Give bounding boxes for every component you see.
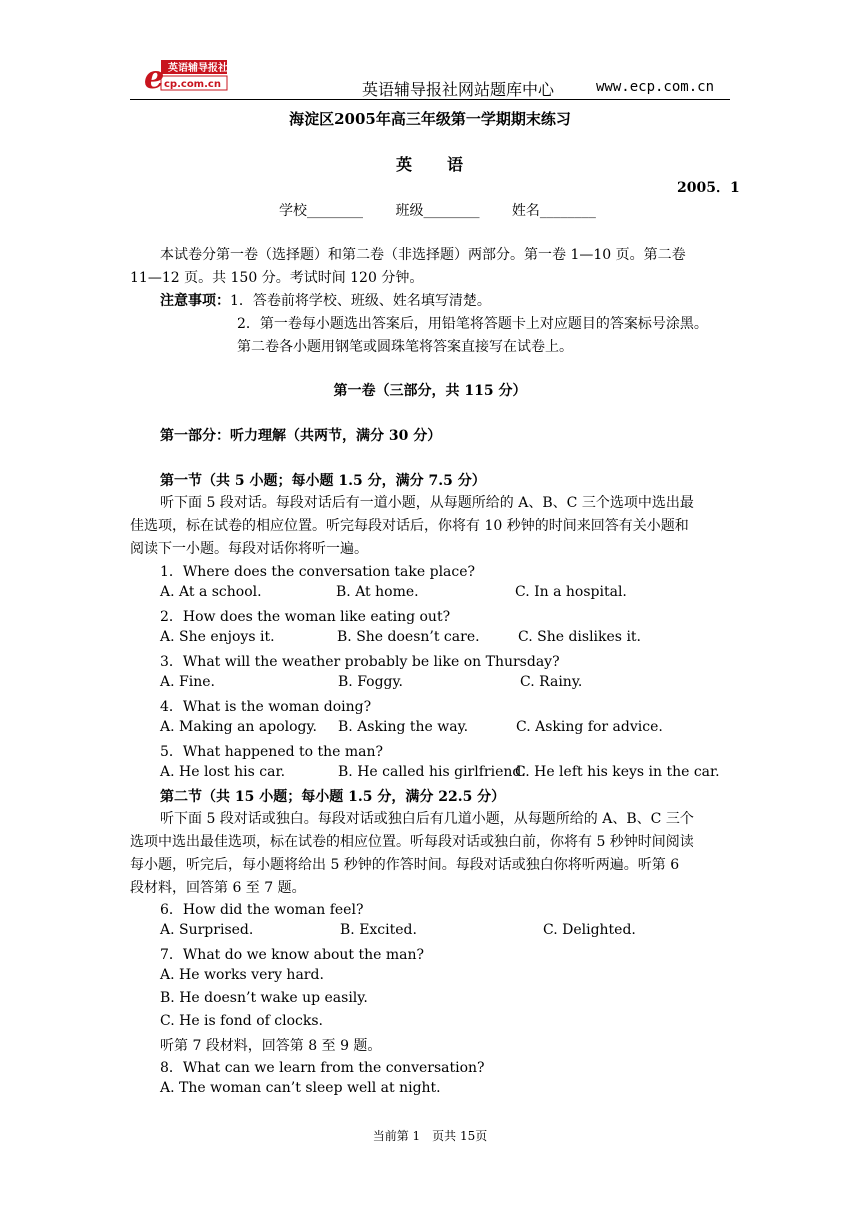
q7-option-c: C. He is fond of clocks. [160, 1013, 323, 1029]
section1-instructions-3: 阅读下一小题。每段对话你将听一遍。 [130, 541, 368, 557]
q5-option-b: B. He called his girlfriend. [338, 764, 526, 780]
section2-title: 第二节（共 15 小题；每小题 1.5 分，满分 22.5 分） [160, 789, 506, 805]
page-indicator: 当前第 1 页共 15页 [372, 1129, 488, 1143]
q7-option-a: A. He works very hard. [160, 967, 324, 983]
question-6: 6．How did the woman feel? [160, 902, 364, 918]
volume-title: 第一卷（三部分，共 115 分） [333, 383, 527, 399]
q4-option-b: B. Asking the way. [338, 719, 469, 735]
school-field: 学校________ [279, 203, 363, 219]
section2-instructions-2: 选项中选出最佳选项，标在试卷的相应位置。听每段对话或独白前，你将有 5 秒钟时间阅读 [130, 834, 694, 850]
notice-item-1: 1．答卷前将学校、班级、姓名填写清楚。 [230, 293, 491, 309]
logo-graphic [141, 58, 229, 92]
student-info-fields [279, 200, 624, 220]
section2-instructions-3: 每小题，听完后，每小题将给出 5 秒钟的作答时间。每段对话或独白你将听两遍。听第 6 [130, 857, 680, 873]
q2-option-c: C. She dislikes it. [518, 629, 641, 645]
q3-option-b: B. Foggy. [338, 674, 403, 690]
question-3: 3．What will the weather probably be like on Thursday? [160, 654, 560, 670]
header-url[interactable]: www.ecp.com.cn [596, 79, 715, 95]
notice-item-2: 2．第一卷每小题选出答案后，用铅笔将答题卡上对应题目的答案标号涂黑。 [237, 316, 708, 332]
question-7: 7．What do we know about the man? [160, 947, 425, 963]
q5-option-a: A. He lost his car. [160, 764, 286, 780]
q4-option-a: A. Making an apology. [160, 719, 318, 735]
part1-title: 第一部分：听力理解（共两节，满分 30 分） [160, 428, 442, 444]
logo-text-bottom: cp.com.cn [164, 79, 221, 90]
q6-option-a: A. Surprised. [160, 922, 254, 938]
section2-instructions-4: 段材料，回答第 6 至 7 题。 [130, 880, 306, 896]
q2-option-a: A. She enjoys it. [160, 629, 275, 645]
header-title: 英语辅导报社网站题库中心 [362, 80, 555, 99]
notice-label: 注意事项： [160, 293, 230, 309]
q7-option-b: B. He doesn’t wake up easily. [160, 990, 368, 1006]
notice-item-3: 第二卷各小题用钢笔或圆珠笔将答案直接写在试卷上。 [237, 339, 573, 355]
logo [141, 58, 229, 92]
name-field: 姓名________ [511, 203, 596, 219]
q1-option-b: B. At home. [336, 584, 419, 600]
logo-letter: e [144, 58, 165, 92]
notice-row-1 [160, 290, 491, 310]
q1-option-c: C. In a hospital. [515, 584, 627, 600]
q4-option-c: C. Asking for advice. [516, 719, 663, 735]
question-5: 5．What happened to the man? [160, 744, 384, 760]
section1-title: 第一节（共 5 小题；每小题 1.5 分，满分 7.5 分） [160, 473, 486, 489]
header-divider [130, 99, 730, 100]
q5-option-c: C. He left his keys in the car. [515, 764, 720, 780]
intro-line-1: 本试卷分第一卷（选择题）和第二卷（非选择题）两部分。第一卷 1—10 页。第二卷 [160, 247, 686, 263]
section1-instructions-1: 听下面 5 段对话。每段对话后有一道小题，从每题所给的 A、B、C 三个选项中选出最 [160, 495, 694, 511]
q6-option-c: C. Delighted. [543, 922, 636, 938]
question-1: 1．Where does the conversation take place? [160, 564, 476, 580]
material-7-instructions: 听第 7 段材料，回答第 8 至 9 题。 [160, 1038, 382, 1054]
question-2: 2．How does the woman like eating out? [160, 609, 451, 625]
intro-line-2: 11—12 页。共 150 分。考试时间 120 分钟。 [130, 270, 424, 286]
q3-option-a: A. Fine. [160, 674, 215, 690]
question-8: 8．What can we learn from the conversation? [160, 1060, 485, 1076]
q2-option-b: B. She doesn’t care. [337, 629, 480, 645]
section2-instructions-1: 听下面 5 段对话或独白。每段对话或独白后有几道小题，从每题所给的 A、B、C 三个 [160, 811, 694, 827]
question-4: 4．What is the woman doing? [160, 699, 372, 715]
logo-text-top: 英语辅导报社 [168, 63, 228, 74]
document-title: 海淀区2005年高三年级第一学期期末练习 [289, 110, 571, 128]
section1-instructions-2: 佳选项，标在试卷的相应位置。听完每段对话后，你将有 10 秒钟的时间来回答有关小题和 [130, 518, 689, 534]
subject-title: 英 语 [395, 155, 464, 174]
q8-option-a: A. The woman can’t sleep well at night. [160, 1080, 441, 1096]
exam-date: 2005．1 [677, 180, 740, 196]
q3-option-c: C. Rainy. [520, 674, 583, 690]
class-field: 班级________ [395, 203, 480, 219]
q6-option-b: B. Excited. [340, 922, 417, 938]
q1-option-a: A. At a school. [160, 584, 262, 600]
